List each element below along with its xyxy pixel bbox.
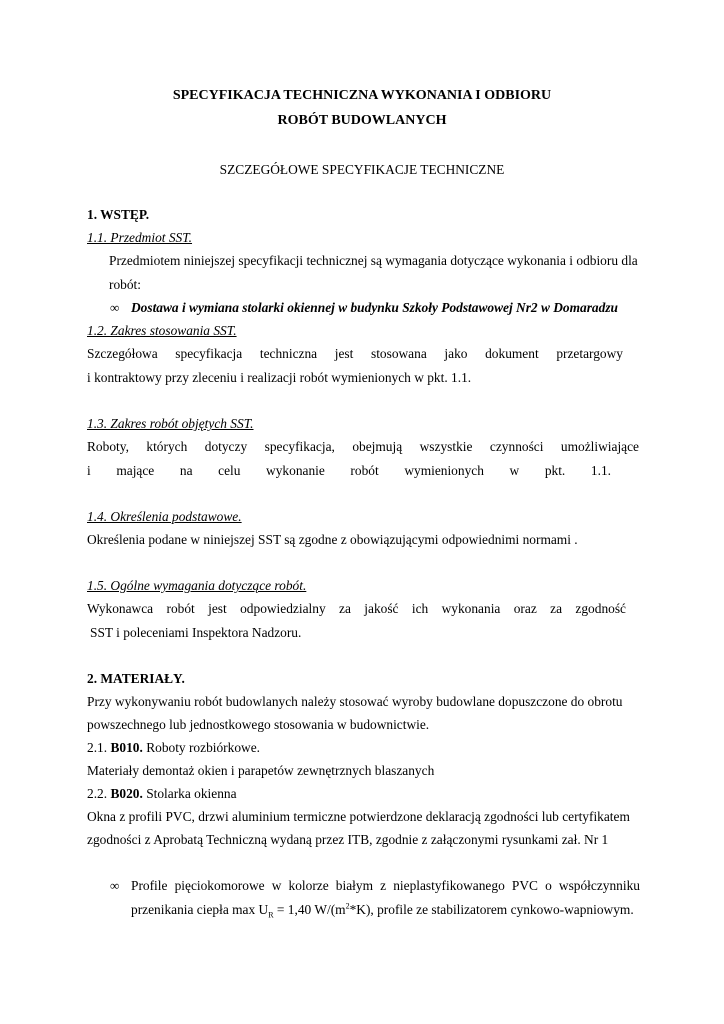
- section-2-intro-line-1: Przy wykonywaniu robót budowlanych należy stosować wyroby budowlane dopuszczone do obrotu: [87, 694, 623, 709]
- bullet-line-2-part-a: przenikania ciepła max U: [131, 902, 269, 917]
- section-1-4-text-line-1: Określenia podane w niniejszej SST są zgodne z obowiązującymi odpowiednimi normami .: [87, 532, 578, 547]
- section-2-bullet-line-1: Profile pięciokomorowe w kolorze białym z nieplastyfikowanego PVC o współczynniku: [131, 878, 640, 893]
- bullet-line-2-part-c: *K), profile ze stabilizatorem cynkowo-wapniowym.: [349, 902, 634, 917]
- section-1-3-heading: 1.3. Zakres robót objętych SST.: [87, 416, 254, 431]
- section-1-5-heading: 1.5. Ogólne wymagania dotyczące robót.: [87, 578, 307, 593]
- section-1-2-text-line-2: i kontraktowy przy zleceniu i realizacji robót wymienionych w pkt. 1.1.: [87, 370, 472, 385]
- bullet-line-2-superscript: 2: [345, 901, 350, 911]
- section-1-2-heading: 1.2. Zakres stosowania SST.: [87, 323, 237, 338]
- section-1-heading: 1. WSTĘP.: [87, 207, 150, 222]
- section-1-1-heading: 1.1. Przedmiot SST.: [87, 230, 193, 245]
- section-2-2-code: B020.: [110, 786, 143, 801]
- section-2-1-code: B010.: [110, 740, 143, 755]
- section-1-1-text-line-2: robót:: [109, 277, 141, 292]
- section-2-2-name: Stolarka okienna: [146, 786, 237, 801]
- section-1-3-text-line-2: i mające na celu wykonanie robót wymienionych w pkt. 1.1.: [87, 463, 611, 478]
- section-2-2-line: [87, 786, 237, 802]
- section-2-bullet-line-2: [131, 902, 634, 918]
- section-2-2-description-line-2: zgodności z Aprobatą Techniczną wydaną przez ITB, zgodnie z załączonymi rysunkami zał. Nr 1: [87, 832, 609, 847]
- section-1-5-text-line-2: SST i poleceniami Inspektora Nadzoru.: [90, 625, 302, 640]
- document-title-line-1: SPECYFIKACJA TECHNICZNA WYKONANIA I ODBIORU: [172, 88, 552, 103]
- document-subtitle: SZCZEGÓŁOWE SPECYFIKACJE TECHNICZNE: [219, 162, 505, 177]
- section-2-1-name: Roboty rozbiórkowe.: [146, 740, 260, 755]
- section-1-5-text-line-1: Wykonawca robót jest odpowiedzialny za jakość ich wykonania oraz za zgodność: [87, 601, 626, 616]
- section-2-heading: 2. MATERIAŁY.: [87, 671, 185, 686]
- section-2-1-line: [87, 740, 260, 756]
- section-1-3-text-line-1: Roboty, których dotyczy specyfikacja, obejmują wszystkie czynności umożliwiające: [87, 439, 639, 454]
- section-2-intro-line-2: powszechnego lub jednostkowego stosowania w budownictwie.: [87, 717, 430, 732]
- section-1-1-text-line-1: Przedmiotem niniejszej specyfikacji technicznej są wymagania dotyczące wykonania i odbioru dla: [109, 253, 638, 268]
- document-title-line-2: ROBÓT BUDOWLANYCH: [277, 113, 447, 128]
- section-1-4-heading: 1.4. Określenia podstawowe.: [87, 509, 242, 524]
- section-2-1-description: Materiały demontaż okien i parapetów zewnętrznych blaszanych: [87, 763, 435, 778]
- bullet-infinity-icon: ∞: [110, 300, 120, 315]
- section-2-1-number: 2.1.: [87, 740, 108, 755]
- bullet-infinity-icon: ∞: [110, 878, 120, 893]
- bullet-line-2-subscript: R: [268, 910, 274, 920]
- bullet-line-2-part-b: = 1,40 W/(m: [273, 902, 346, 917]
- section-1-1-bullet-text: Dostawa i wymiana stolarki okiennej w budynku Szkoły Podstawowej Nr2 w Domaradzu: [131, 300, 618, 315]
- section-1-2-text-line-1: Szczegółowa specyfikacja techniczna jest stosowana jako dokument przetargowy: [87, 346, 623, 361]
- section-2-2-number: 2.2.: [87, 786, 108, 801]
- section-2-2-description-line-1: Okna z profili PVC, drzwi aluminium termiczne potwierdzone deklaracją zgodności lub certyfikatem: [87, 809, 630, 824]
